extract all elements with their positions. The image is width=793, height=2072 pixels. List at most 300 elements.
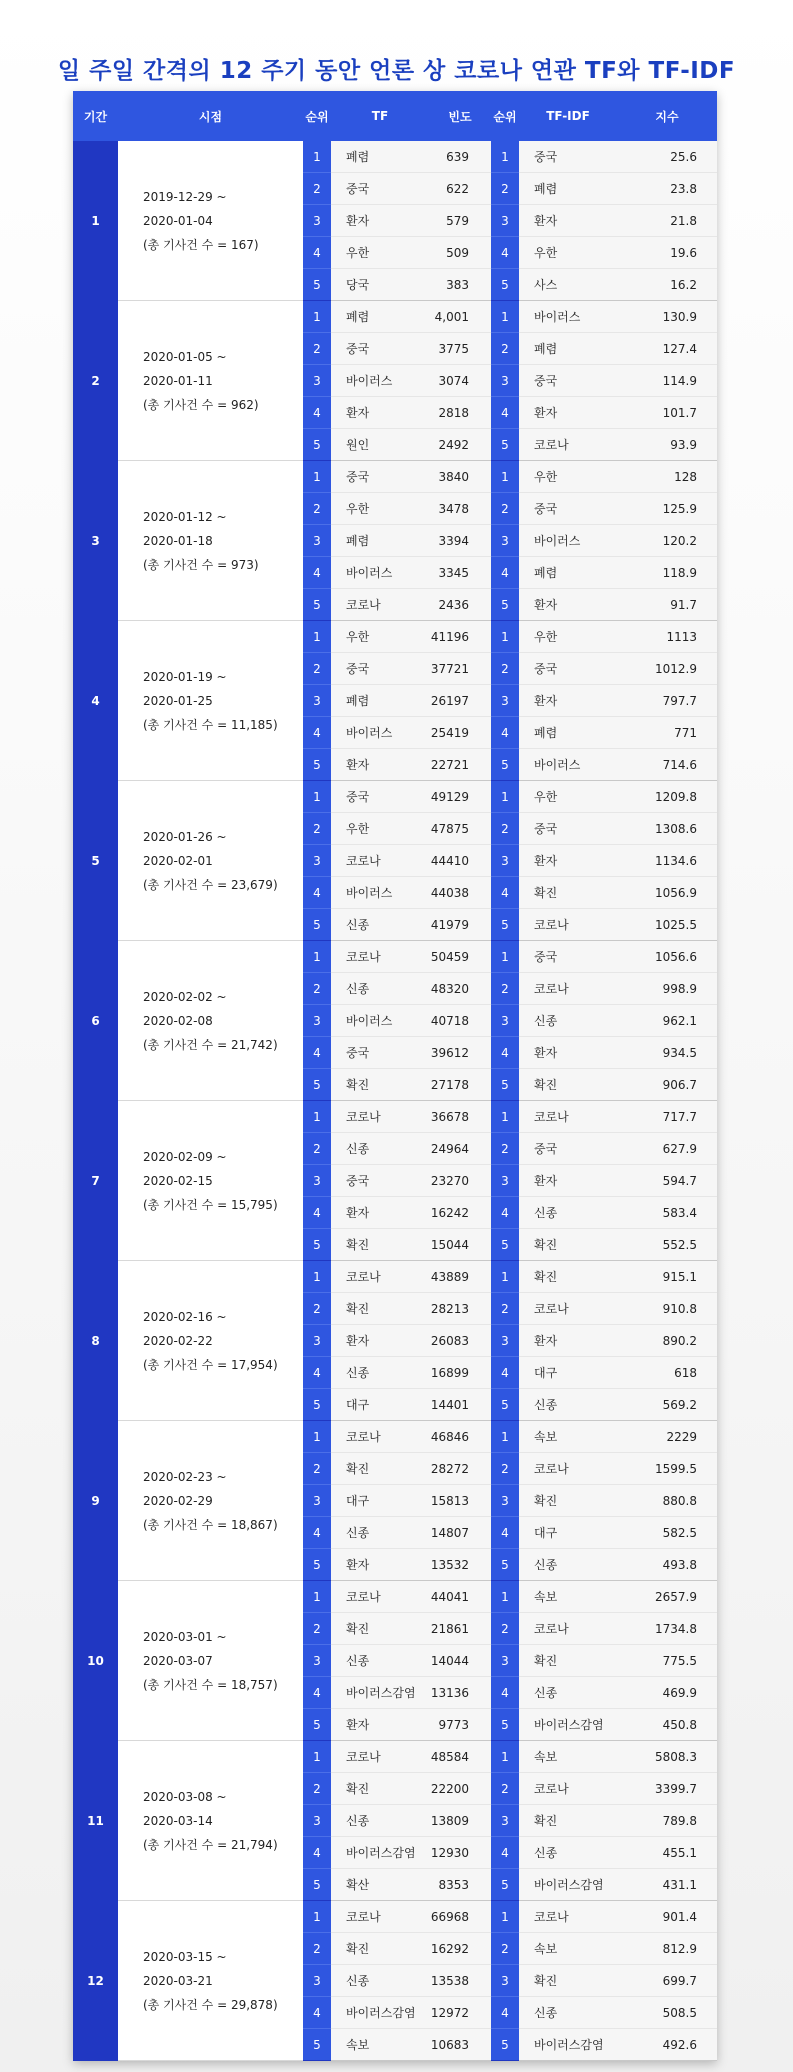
period-number: 9 (73, 1421, 118, 1581)
tfidf-score: 120.2 (617, 525, 717, 557)
tf-frequency: 41979 (429, 909, 491, 941)
tf-term: 우한 (331, 493, 429, 525)
tfidf-rank: 4 (491, 557, 519, 589)
tfidf-rank: 3 (491, 1805, 519, 1837)
tfidf-score: 789.8 (617, 1805, 717, 1837)
tf-term: 바이러스 (331, 717, 429, 749)
tfidf-rank: 4 (491, 237, 519, 269)
tf-term: 확진 (331, 1773, 429, 1805)
tfidf-score: 492.6 (617, 2029, 717, 2061)
date-start: 2020-03-15 ~ (143, 1949, 227, 1964)
tfidf-rank: 4 (491, 1837, 519, 1869)
tfidf-score: 127.4 (617, 333, 717, 365)
tfidf-term: 중국 (519, 813, 617, 845)
tfidf-score: 3399.7 (617, 1773, 717, 1805)
tf-rank: 5 (303, 1229, 331, 1261)
tf-frequency: 383 (429, 269, 491, 301)
tf-rank: 4 (303, 1197, 331, 1229)
tf-term: 우한 (331, 237, 429, 269)
tfidf-term: 중국 (519, 493, 617, 525)
tf-term: 중국 (331, 1165, 429, 1197)
tf-frequency: 21861 (429, 1613, 491, 1645)
article-count: (총 기사건 수 = 18,757) (143, 1677, 278, 1692)
tf-rank: 2 (303, 173, 331, 205)
tf-frequency: 25419 (429, 717, 491, 749)
tfidf-rank: 3 (491, 1645, 519, 1677)
tfidf-score: 998.9 (617, 973, 717, 1005)
tfidf-rank: 5 (491, 2029, 519, 2061)
tfidf-score: 1025.5 (617, 909, 717, 941)
tfidf-score: 455.1 (617, 1837, 717, 1869)
table-row (73, 1421, 717, 1453)
tfidf-score: 583.4 (617, 1197, 717, 1229)
tf-term: 환자 (331, 1549, 429, 1581)
tf-term: 대구 (331, 1389, 429, 1421)
tfidf-rank: 5 (491, 1549, 519, 1581)
table-row (73, 141, 717, 173)
tfidf-term: 우한 (519, 237, 617, 269)
tfidf-rank: 2 (491, 1773, 519, 1805)
header-rank: 순위 (303, 91, 331, 141)
tfidf-score: 130.9 (617, 301, 717, 333)
tf-frequency: 4,001 (429, 301, 491, 333)
tf-rank: 3 (303, 1325, 331, 1357)
tfidf-term: 환자 (519, 1165, 617, 1197)
article-count: (총 기사건 수 = 962) (143, 397, 259, 412)
tf-term: 코로나 (331, 1421, 429, 1453)
tfidf-term: 중국 (519, 941, 617, 973)
tfidf-term: 우한 (519, 781, 617, 813)
tf-rank: 3 (303, 1165, 331, 1197)
tf-frequency: 49129 (429, 781, 491, 813)
tf-rank: 2 (303, 493, 331, 525)
tf-term: 확진 (331, 1293, 429, 1325)
tf-rank: 5 (303, 1069, 331, 1101)
tfidf-rank: 5 (491, 589, 519, 621)
tf-term: 환자 (331, 1709, 429, 1741)
tf-frequency: 639 (429, 141, 491, 173)
tf-term: 확진 (331, 1069, 429, 1101)
period-date-cell (118, 781, 303, 941)
tfidf-term: 폐렴 (519, 333, 617, 365)
tf-term: 원인 (331, 429, 429, 461)
tf-frequency: 14401 (429, 1389, 491, 1421)
tf-rank: 1 (303, 941, 331, 973)
tfidf-score: 21.8 (617, 205, 717, 237)
tf-term: 우한 (331, 621, 429, 653)
tf-frequency: 12930 (429, 1837, 491, 1869)
tf-frequency: 15044 (429, 1229, 491, 1261)
tfidf-term: 사스 (519, 269, 617, 301)
tf-frequency: 47875 (429, 813, 491, 845)
tfidf-term: 중국 (519, 1133, 617, 1165)
tf-rank: 5 (303, 1389, 331, 1421)
tfidf-score: 19.6 (617, 237, 717, 269)
table-row (73, 621, 717, 653)
tf-rank: 4 (303, 397, 331, 429)
period-number: 11 (73, 1741, 118, 1901)
tf-frequency: 10683 (429, 2029, 491, 2061)
tfidf-term: 확진 (519, 1645, 617, 1677)
date-end: 2020-03-07 (143, 1653, 213, 1668)
tf-frequency: 2818 (429, 397, 491, 429)
tf-frequency: 48584 (429, 1741, 491, 1773)
tf-term: 확진 (331, 1453, 429, 1485)
article-count: (총 기사건 수 = 21,742) (143, 1037, 278, 1052)
tf-rank: 4 (303, 877, 331, 909)
article-count: (총 기사건 수 = 21,794) (143, 1837, 278, 1852)
tfidf-rank: 2 (491, 1293, 519, 1325)
tf-rank: 2 (303, 1293, 331, 1325)
article-count: (총 기사건 수 = 23,679) (143, 877, 278, 892)
tfidf-rank: 3 (491, 1325, 519, 1357)
tfidf-term: 우한 (519, 621, 617, 653)
date-end: 2020-02-01 (143, 853, 213, 868)
tf-term: 환자 (331, 397, 429, 429)
tf-frequency: 16292 (429, 1933, 491, 1965)
tf-frequency: 3074 (429, 365, 491, 397)
tf-frequency: 622 (429, 173, 491, 205)
tf-rank: 5 (303, 2029, 331, 2061)
page-title: 일 주일 간격의 12 주기 동안 언론 상 코로나 연관 TF와 TF-IDF (57, 58, 736, 84)
tfidf-term: 코로나 (519, 1613, 617, 1645)
tf-term: 중국 (331, 653, 429, 685)
period-date-cell (118, 461, 303, 621)
tf-term: 바이러스감염 (331, 1677, 429, 1709)
tf-rank: 1 (303, 461, 331, 493)
tfidf-rank: 2 (491, 493, 519, 525)
tf-rank: 2 (303, 1613, 331, 1645)
period-number: 3 (73, 461, 118, 621)
tf-rank: 5 (303, 589, 331, 621)
tfidf-score: 699.7 (617, 1965, 717, 1997)
tf-rank: 4 (303, 717, 331, 749)
tf-frequency: 13538 (429, 1965, 491, 1997)
tfidf-score: 125.9 (617, 493, 717, 525)
tfidf-rank: 1 (491, 1901, 519, 1933)
tfidf-rank: 4 (491, 1517, 519, 1549)
tfidf-rank: 1 (491, 1421, 519, 1453)
tfidf-rank: 3 (491, 845, 519, 877)
tf-frequency: 24964 (429, 1133, 491, 1165)
tfidf-rank: 4 (491, 1677, 519, 1709)
period-date-cell (118, 141, 303, 301)
tf-frequency: 28272 (429, 1453, 491, 1485)
header-period: 기간 (73, 91, 118, 141)
tf-term: 환자 (331, 1197, 429, 1229)
tf-frequency: 50459 (429, 941, 491, 973)
tfidf-term: 확진 (519, 1965, 617, 1997)
tfidf-score: 962.1 (617, 1005, 717, 1037)
tf-rank: 5 (303, 269, 331, 301)
date-end: 2020-03-14 (143, 1813, 213, 1828)
tfidf-rank: 1 (491, 941, 519, 973)
period-date-cell (118, 621, 303, 781)
tfidf-term: 코로나 (519, 1101, 617, 1133)
tfidf-term: 바이러스감염 (519, 1709, 617, 1741)
tfidf-term: 환자 (519, 1037, 617, 1069)
period-number: 10 (73, 1581, 118, 1741)
date-start: 2019-12-29 ~ (143, 189, 227, 204)
tf-term: 바이러스 (331, 557, 429, 589)
tf-rank: 1 (303, 141, 331, 173)
tf-rank: 3 (303, 1805, 331, 1837)
tfidf-term: 대구 (519, 1517, 617, 1549)
tf-term: 바이러스 (331, 1005, 429, 1037)
tfidf-term: 대구 (519, 1357, 617, 1389)
tf-term: 코로나 (331, 589, 429, 621)
period-number: 8 (73, 1261, 118, 1421)
tfidf-term: 신종 (519, 1837, 617, 1869)
table-row (73, 1261, 717, 1293)
tf-term: 신종 (331, 909, 429, 941)
article-count: (총 기사건 수 = 11,185) (143, 717, 278, 732)
tf-frequency: 22200 (429, 1773, 491, 1805)
date-end: 2020-02-29 (143, 1493, 213, 1508)
tfidf-term: 확진 (519, 1229, 617, 1261)
tfidf-score: 618 (617, 1357, 717, 1389)
tf-rank: 3 (303, 1485, 331, 1517)
tfidf-term: 신종 (519, 1197, 617, 1229)
tf-rank: 5 (303, 429, 331, 461)
table-row (73, 941, 717, 973)
tf-rank: 3 (303, 685, 331, 717)
tf-rank: 1 (303, 781, 331, 813)
article-count: (총 기사건 수 = 18,867) (143, 1517, 278, 1532)
tf-frequency: 2492 (429, 429, 491, 461)
tf-term: 신종 (331, 1965, 429, 1997)
tf-term: 우한 (331, 813, 429, 845)
tfidf-rank: 5 (491, 429, 519, 461)
tfidf-term: 환자 (519, 685, 617, 717)
tfidf-rank: 1 (491, 461, 519, 493)
tfidf-score: 906.7 (617, 1069, 717, 1101)
tf-rank: 4 (303, 557, 331, 589)
tfidf-term: 코로나 (519, 973, 617, 1005)
date-start: 2020-02-23 ~ (143, 1469, 227, 1484)
tf-term: 코로나 (331, 941, 429, 973)
tfidf-rank: 4 (491, 1037, 519, 1069)
tf-frequency: 16242 (429, 1197, 491, 1229)
tf-term: 폐렴 (331, 685, 429, 717)
tfidf-score: 93.9 (617, 429, 717, 461)
tf-term: 중국 (331, 461, 429, 493)
tfidf-rank: 2 (491, 1613, 519, 1645)
tf-frequency: 12972 (429, 1997, 491, 2029)
tfidf-score: 569.2 (617, 1389, 717, 1421)
tf-frequency: 14044 (429, 1645, 491, 1677)
tfidf-score: 114.9 (617, 365, 717, 397)
header-row (73, 91, 717, 141)
tfidf-score: 1056.6 (617, 941, 717, 973)
header-date: 시점 (118, 91, 303, 141)
table-row (73, 1101, 717, 1133)
article-count: (총 기사건 수 = 15,795) (143, 1197, 278, 1212)
tf-term: 중국 (331, 781, 429, 813)
tfidf-score: 1308.6 (617, 813, 717, 845)
tf-rank: 4 (303, 1997, 331, 2029)
tf-rank: 3 (303, 1965, 331, 1997)
tfidf-term: 코로나 (519, 1901, 617, 1933)
tfidf-score: 771 (617, 717, 717, 749)
tf-frequency: 44410 (429, 845, 491, 877)
tfidf-score: 101.7 (617, 397, 717, 429)
tf-rank: 5 (303, 749, 331, 781)
tfidf-rank: 5 (491, 1229, 519, 1261)
tfidf-term: 속보 (519, 1933, 617, 1965)
tfidf-term: 코로나 (519, 1773, 617, 1805)
tf-frequency: 8353 (429, 1869, 491, 1901)
tf-term: 바이러스 (331, 877, 429, 909)
tfidf-score: 1113 (617, 621, 717, 653)
tf-idf-table (73, 91, 717, 2061)
tfidf-score: 1734.8 (617, 1613, 717, 1645)
tfidf-score: 16.2 (617, 269, 717, 301)
tf-rank: 2 (303, 1453, 331, 1485)
tfidf-score: 717.7 (617, 1101, 717, 1133)
tfidf-score: 910.8 (617, 1293, 717, 1325)
table-row (73, 461, 717, 493)
tf-term: 바이러스감염 (331, 1997, 429, 2029)
tfidf-term: 바이러스 (519, 301, 617, 333)
tf-rank: 5 (303, 909, 331, 941)
tf-term: 신종 (331, 1805, 429, 1837)
tf-term: 환자 (331, 1325, 429, 1357)
tfidf-rank: 2 (491, 1453, 519, 1485)
tfidf-term: 환자 (519, 845, 617, 877)
tfidf-score: 450.8 (617, 1709, 717, 1741)
tfidf-term: 속보 (519, 1581, 617, 1613)
tfidf-score: 118.9 (617, 557, 717, 589)
tfidf-rank: 5 (491, 1709, 519, 1741)
tfidf-term: 신종 (519, 1389, 617, 1421)
tf-rank: 2 (303, 1133, 331, 1165)
article-count: (총 기사건 수 = 973) (143, 557, 259, 572)
tf-term: 확진 (331, 1613, 429, 1645)
date-start: 2020-01-12 ~ (143, 509, 227, 524)
period-date-cell (118, 1581, 303, 1741)
date-end: 2020-01-25 (143, 693, 213, 708)
tfidf-rank: 5 (491, 749, 519, 781)
period-number: 2 (73, 301, 118, 461)
tfidf-rank: 3 (491, 1485, 519, 1517)
header-tf: TF (331, 91, 429, 141)
tf-rank: 3 (303, 1645, 331, 1677)
tfidf-score: 431.1 (617, 1869, 717, 1901)
period-date-cell (118, 1741, 303, 1901)
tf-frequency: 3840 (429, 461, 491, 493)
tf-rank: 1 (303, 1741, 331, 1773)
tf-rank: 3 (303, 205, 331, 237)
date-end: 2020-02-15 (143, 1173, 213, 1188)
tfidf-rank: 2 (491, 173, 519, 205)
tf-rank: 3 (303, 845, 331, 877)
tfidf-term: 바이러스감염 (519, 1869, 617, 1901)
tfidf-score: 493.8 (617, 1549, 717, 1581)
tfidf-term: 확진 (519, 1261, 617, 1293)
tfidf-term: 확진 (519, 1069, 617, 1101)
header-rank-2: 순위 (491, 91, 519, 141)
tfidf-term: 코로나 (519, 1293, 617, 1325)
period-date-cell (118, 941, 303, 1101)
tf-rank: 5 (303, 1869, 331, 1901)
tf-frequency: 48320 (429, 973, 491, 1005)
tf-frequency: 36678 (429, 1101, 491, 1133)
tf-rank: 4 (303, 237, 331, 269)
tf-rank: 2 (303, 973, 331, 1005)
tf-frequency: 44038 (429, 877, 491, 909)
article-count: (총 기사건 수 = 17,954) (143, 1357, 278, 1372)
tf-frequency: 40718 (429, 1005, 491, 1037)
tf-rank: 5 (303, 1549, 331, 1581)
date-start: 2020-03-08 ~ (143, 1789, 227, 1804)
tfidf-term: 코로나 (519, 909, 617, 941)
tf-rank: 4 (303, 1517, 331, 1549)
tfidf-term: 우한 (519, 461, 617, 493)
table-row (73, 1901, 717, 1933)
tf-frequency: 3394 (429, 525, 491, 557)
tf-frequency: 13809 (429, 1805, 491, 1837)
tfidf-rank: 5 (491, 909, 519, 941)
tfidf-term: 중국 (519, 365, 617, 397)
tfidf-score: 901.4 (617, 1901, 717, 1933)
date-end: 2020-02-22 (143, 1333, 213, 1348)
tf-rank: 1 (303, 1261, 331, 1293)
tfidf-score: 552.5 (617, 1229, 717, 1261)
table-row (73, 1741, 717, 1773)
tfidf-term: 바이러스감염 (519, 2029, 617, 2061)
tfidf-rank: 1 (491, 301, 519, 333)
tfidf-term: 폐렴 (519, 173, 617, 205)
tfidf-term: 신종 (519, 1549, 617, 1581)
header-index: 지수 (617, 91, 717, 141)
tfidf-score: 775.5 (617, 1645, 717, 1677)
tfidf-score: 128 (617, 461, 717, 493)
tf-frequency: 26197 (429, 685, 491, 717)
header-freq: 빈도 (429, 91, 491, 141)
tfidf-rank: 2 (491, 653, 519, 685)
date-start: 2020-03-01 ~ (143, 1629, 227, 1644)
tf-frequency: 9773 (429, 1709, 491, 1741)
tfidf-rank: 2 (491, 973, 519, 1005)
tfidf-term: 확진 (519, 877, 617, 909)
tfidf-score: 582.5 (617, 1517, 717, 1549)
period-number: 4 (73, 621, 118, 781)
tfidf-term: 폐렴 (519, 557, 617, 589)
tf-rank: 4 (303, 1357, 331, 1389)
tf-frequency: 23270 (429, 1165, 491, 1197)
tfidf-score: 5808.3 (617, 1741, 717, 1773)
tf-frequency: 41196 (429, 621, 491, 653)
period-date-cell (118, 1901, 303, 2061)
tf-term: 확진 (331, 1229, 429, 1261)
date-end: 2020-01-04 (143, 213, 213, 228)
tf-term: 속보 (331, 2029, 429, 2061)
tfidf-score: 797.7 (617, 685, 717, 717)
tfidf-score: 469.9 (617, 1677, 717, 1709)
tf-rank: 1 (303, 301, 331, 333)
tfidf-rank: 2 (491, 333, 519, 365)
tf-rank: 1 (303, 621, 331, 653)
tfidf-rank: 2 (491, 1933, 519, 1965)
tf-frequency: 2436 (429, 589, 491, 621)
date-start: 2020-01-19 ~ (143, 669, 227, 684)
tf-term: 폐렴 (331, 301, 429, 333)
tf-term: 코로나 (331, 1901, 429, 1933)
tfidf-term: 환자 (519, 589, 617, 621)
tf-frequency: 37721 (429, 653, 491, 685)
date-start: 2020-02-09 ~ (143, 1149, 227, 1164)
